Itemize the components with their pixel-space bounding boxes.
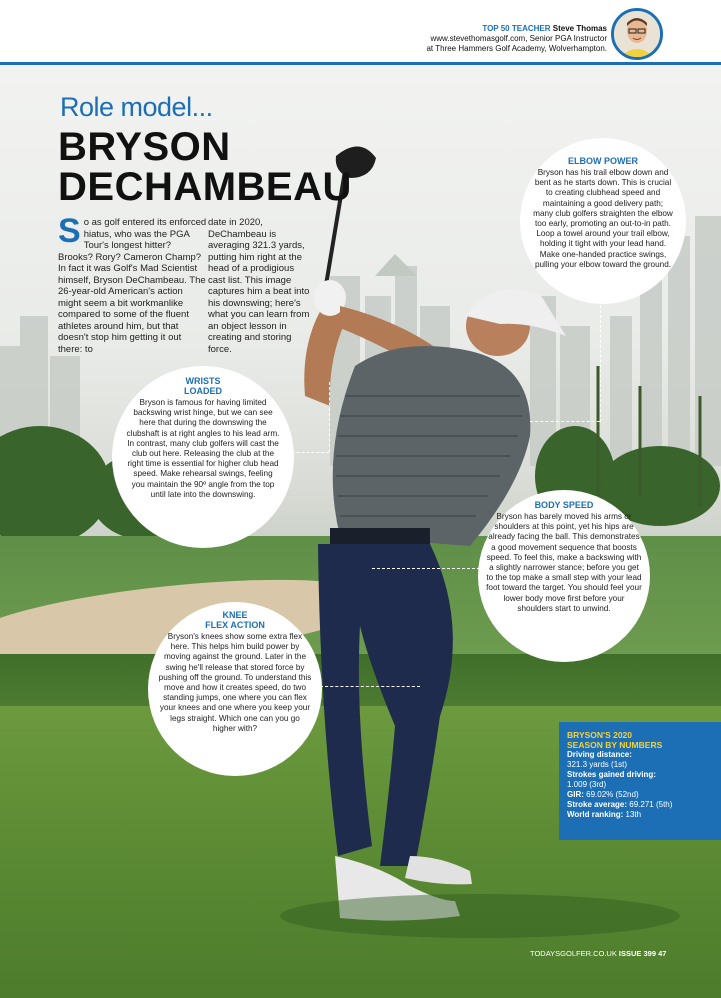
wrists-pointer-line-v [329,382,330,452]
stat-stroke-label: Stroke average: [567,800,628,809]
stat-gir-label: GIR: [567,790,584,799]
stat-sgd-label: Strokes gained driving: [567,770,656,779]
kicker: Role model... [60,92,213,122]
folio-site: TODAYSGOLFER.CO.UK [530,949,617,958]
teacher-name: Steve Thomas [552,24,607,33]
stat-stroke [567,800,711,810]
stat-label [567,770,711,780]
teacher-portrait-icon [614,11,660,57]
callout-knee-body: Bryson's knees show some extra flex here. This helps him build power by moving against the ground. Later in the swing he'll release that stored force by pushing off the ground. To understand this move and how it creates speed, do two standing jumps, one where you can flex your knees and one where you keep your legs straight. Which one can you go higher with? [158,632,312,733]
stats-title-1: BRYSON'S 2020 [567,730,633,740]
page-header [0,0,721,66]
page-folio [530,949,666,958]
elbow-pointer-line [600,300,601,422]
header-rule [0,62,721,65]
body-pointer-line [372,568,480,569]
stat-ranking-value: 13th [625,810,642,819]
callout-wrists-body: Bryson is famous for having limited backswing wrist hinge, but we can see here that during the downswing the clubshaft is at right angles to his lead arm. In contrast, many club golfers will cast the club out here. Releasing the club at the right time is essential for higher club head speed. Make rehearsal swings, feeling you maintain the 90º angle from the top until late into the downswing. [126,398,280,499]
stat-gir [567,790,711,800]
folio-page: 47 [658,949,667,958]
knee-pointer-line [320,686,420,687]
intro-text-1: o as golf entered its enforced hiatus, who was the PGA Tour's longest hitter? Brooks? Rory? Cameron Champ? In fact it was Golf's Mad Scientist himself, Bryson DeChambeau. The 26-year-old American's action might seem a bit workmanlike compared to some of the fluent athletes around him, but that doesn't stop him getting it out there: to [58,217,207,355]
stat-driving-label: Driving distance: [567,750,632,759]
stat-driving-value: 321.3 yards (1st) [567,760,628,769]
callout-knee-flex [148,602,322,776]
teacher-avatar [611,8,663,60]
callout-wrists-title-1: WRISTS [185,376,221,386]
callout-elbow-title: ELBOW POWER [568,156,638,166]
callout-body-body: Bryson has barely moved his arms or shoulders at this point, yet his hips are already facing the ball. This demonstrates a good movement sequence that boosts speed. To feel this, make a backswing with a slightly narrower stance; before you get to the top make a small step with your lead foot toward the target. You should feel your lower body move first before your shoulders start to unwind. [486,512,642,613]
callout-knee-title-2: FLEX ACTION [205,620,265,630]
callout-body-speed [478,490,650,662]
callout-wrists-title [126,376,280,396]
stat-ranking-label: World ranking: [567,810,624,819]
intro-column-1 [58,212,208,355]
callout-elbow-power [520,138,686,304]
season-stats-box [559,722,721,840]
callout-wrists-title-2: LOADED [184,386,222,396]
intro-column-2: date in 2020, DeChambeau is averaging 321.3 yards, putting him right at the head of a prodigious cast list. This image captures him a beat into his downswing; here's what you can learn from an object lesson in creating and storing force. [208,217,310,355]
elbow-pointer-line-h [530,421,600,422]
headline-line1: BRYSON [58,125,231,169]
callout-elbow-body: Bryson has his trail elbow down and bent as he starts down. This is crucial to creating clubhead speed and maintaining a good delivery path; many club golfers straighten the elbow too early, promoting an out-to-in path. Loop a towel around your trail elbow, holding it tight with your lead hand. Make one-handed practice swings, pulling your elbow toward the ground. [533,168,673,269]
teacher-credit [247,24,607,54]
teacher-line2: at Three Hammers Golf Academy, Wolverhampton. [426,44,607,53]
teacher-tag: TOP 50 TEACHER [482,24,551,33]
callout-body-title: BODY SPEED [534,500,594,510]
teacher-line1: www.stevethomasgolf.com, Senior PGA Instructor [430,34,607,43]
callout-wrists-loaded [112,366,294,548]
stat-sgd-value: 1.009 (3rd) [567,780,607,789]
folio-issue: ISSUE 399 [618,949,657,958]
headline [58,125,352,209]
stat-label [567,750,711,760]
stat-stroke-value: 69.271 (5th) [629,800,673,809]
stats-title-2: SEASON BY NUMBERS [567,740,663,750]
callout-knee-title [158,610,312,630]
headline-line2: DECHAMBEAU [58,165,352,209]
stat-gir-value: 69.02% (52nd) [586,790,639,799]
dropcap: S [58,212,81,250]
callout-knee-title-1: KNEE [222,610,248,620]
stat-ranking [567,810,711,820]
